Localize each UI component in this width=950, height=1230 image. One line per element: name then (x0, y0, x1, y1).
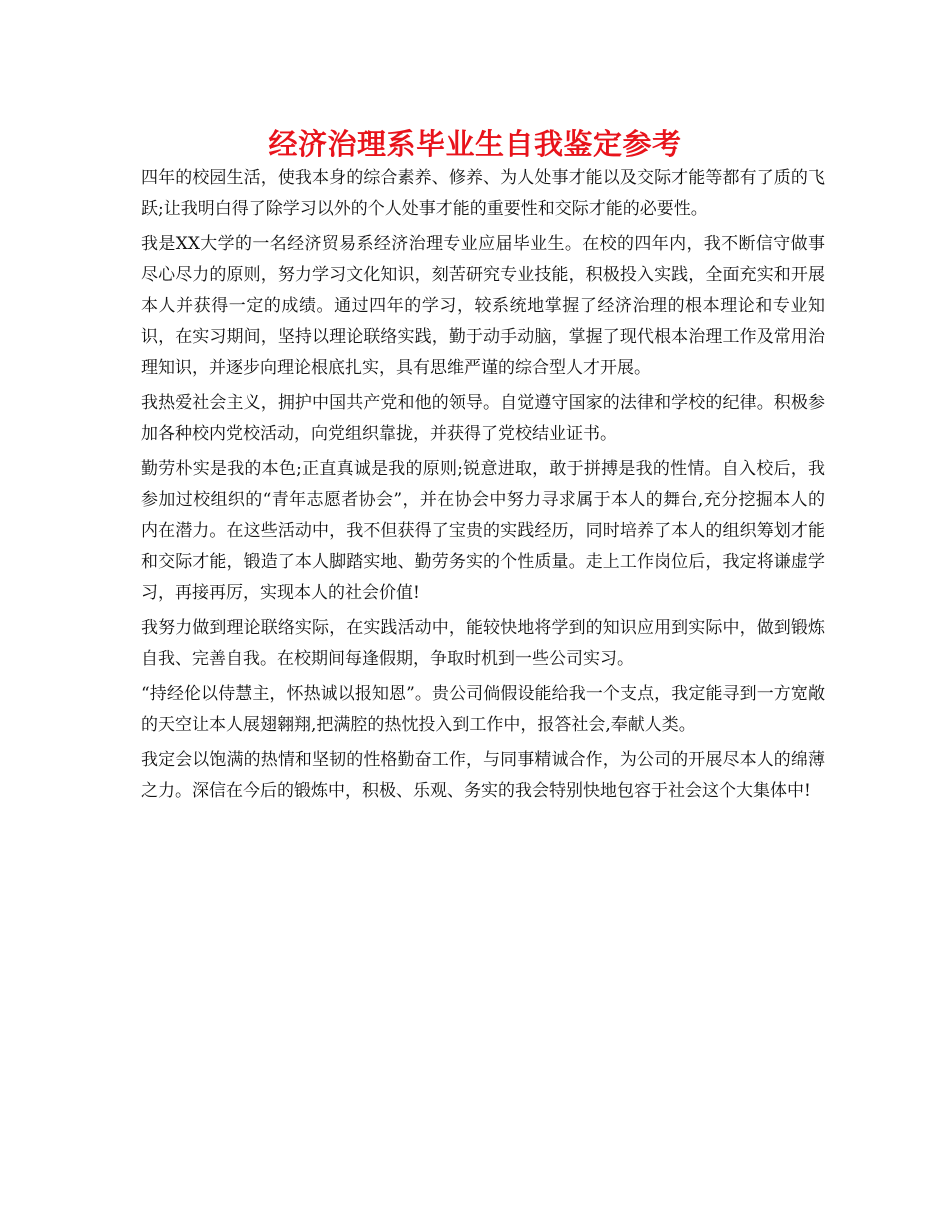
document-body (141, 163, 825, 811)
document-title: 经济治理系毕业生自我鉴定参考 (268, 127, 682, 161)
paragraph-2: 我是XX大学的一名经济贸易系经济治理专业应届毕业生。在校的四年内，我不断信守做事尽心尽力的原则，努力学习文化知识，刻苦研究专业技能，积极投入实践，全面充实和开展本人并获得一定的成绩。通过四年的学习，较系统地掌握了经济治理的根本理论和专业知识，在实习期间，坚持以理论联络实践，勤于动手动脑，掌握了现代根本治理工作及常用治理知识，并逐步向理论根底扎实，具有思维严谨的综合型人才开展。 (141, 234, 825, 378)
paragraph-3: 我热爱社会主义，拥护中国共产党和他的领导。自觉遵守国家的法律和学校的纪律。积极参加各种校内党校活动，向党组织靠拢，并获得了党校结业证书。 (141, 393, 825, 444)
paragraph-5: 我努力做到理论联络实际，在实践活动中，能较快地将学到的知识应用到实际中，做到锻炼自我、完善自我。在校期间每逢假期，争取时机到一些公司实习。 (141, 618, 825, 669)
paragraph-6: “持经伦以侍慧主，怀热诚以报知恩”。贵公司倘假设能给我一个支点，我定能寻到一方宽敞的天空让本人展翅翱翔,把满腔的热忱投入到工作中，报答社会,奉献人类。 (141, 684, 825, 735)
paragraph-7: 我定会以饱满的热情和坚韧的性格勤奋工作，与同事精诚合作，为公司的开展尽本人的绵薄之力。深信在今后的锻炼中，积极、乐观、务实的我会特别快地包容于社会这个大集体中! (141, 750, 825, 801)
paragraph-4: 勤劳朴实是我的本色;正直真诚是我的原则;锐意进取，敢于拼搏是我的性情。自入校后，我参加过校组织的“青年志愿者协会”，并在协会中努力寻求属于本人的舞台,充分挖掘本人的内在潜力。在这些活动中，我不但获得了宝贵的实践经历，同时培养了本人的组织筹划才能和交际才能，锻造了本人脚踏实地、勤劳务实的个性质量。走上工作岗位后，我定将谦虚学习，再接再厉，实现本人的社会价值! (141, 459, 825, 603)
paragraph-1: 四年的校园生活，使我本身的综合素养、修养、为人处事才能以及交际才能等都有了质的飞跃;让我明白得了除学习以外的个人处事才能的重要性和交际才能的必要性。 (141, 168, 825, 219)
